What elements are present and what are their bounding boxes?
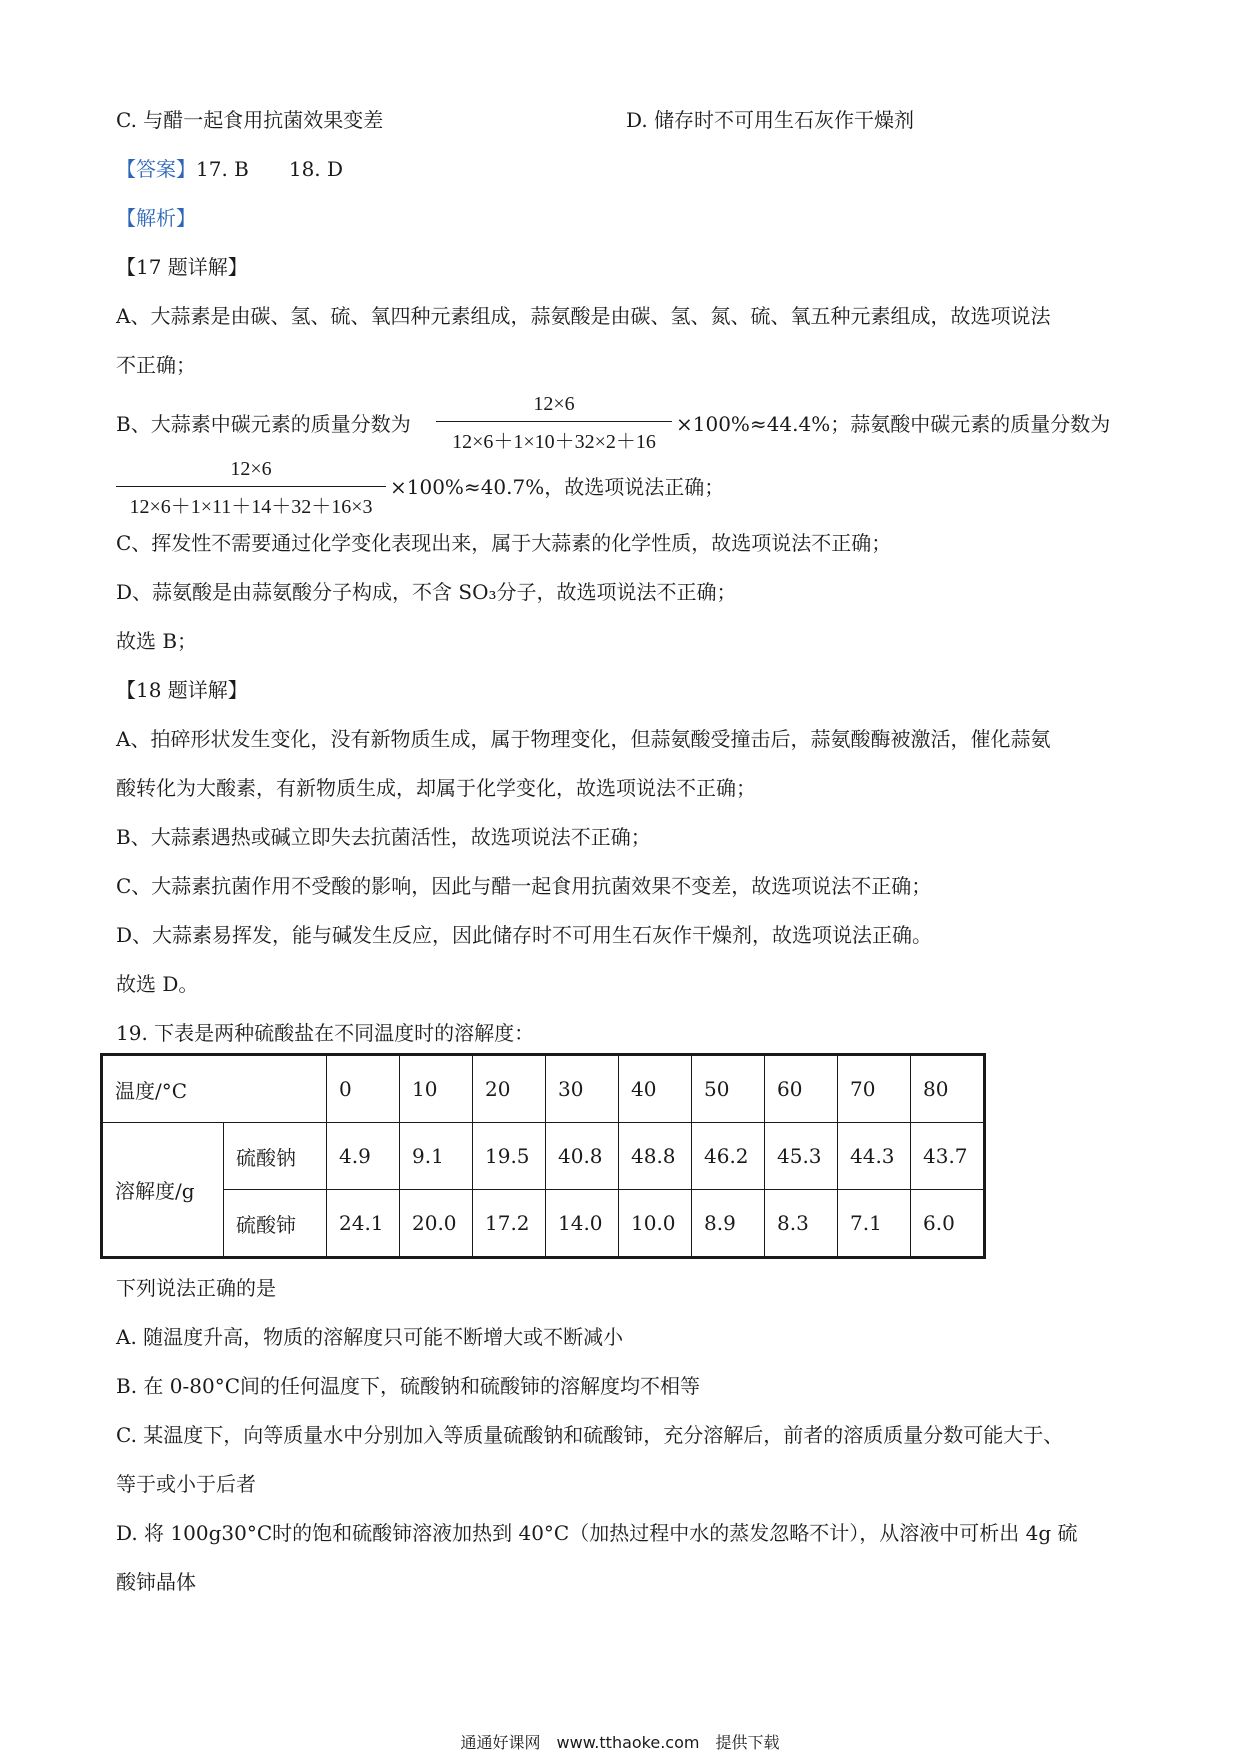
value-cell: 6.0 — [911, 1190, 985, 1258]
value-cell: 45.3 — [765, 1123, 838, 1190]
q18-a-line1: A、拍碎形状发生变化，没有新物质生成，属于物理变化，但蒜氨酸受撞击后，蒜氨酸酶被激活，催化蒜氨 — [116, 727, 1051, 751]
temp-cell: 40 — [619, 1055, 692, 1123]
value-cell: 7.1 — [838, 1190, 911, 1258]
q18-d: D、大蒜素易挥发，能与碱发生反应，因此储存时不可用生石灰作干燥剂，故选项说法正确。 — [116, 923, 933, 947]
q18-c: C、大蒜素抗菌作用不受酸的影响，因此与醋一起食用抗菌效果不变差，故选项说法不正确； — [116, 874, 932, 898]
q17-a-line1: A、大蒜素是由碳、氢、硫、氧四种元素组成，蒜氨酸是由碳、氢、氮、硫、氧五种元素组成，故选项说法 — [116, 304, 1051, 328]
q18-a-line2: 酸转化为大酸素，有新物质生成，却属于化学变化，故选项说法不正确； — [116, 776, 756, 800]
value-cell: 14.0 — [546, 1190, 619, 1258]
q19-stem: 19. 下表是两种硫酸盐在不同温度时的溶解度： — [116, 1021, 535, 1045]
q19-option-d-line2: 酸铈晶体 — [116, 1570, 196, 1594]
value-cell: 44.3 — [838, 1123, 911, 1190]
value-cell: 4.9 — [327, 1123, 400, 1190]
fraction-denominator: 12×6＋1×10＋32×2＋16 — [452, 431, 656, 453]
value-cell: 43.7 — [911, 1123, 985, 1190]
value-cell: 17.2 — [473, 1190, 546, 1258]
fraction-bar — [116, 486, 386, 487]
q17-c: C、挥发性不需要通过化学变化表现出来，属于大蒜素的化学性质，故选项说法不正确； — [116, 531, 892, 555]
fraction-bar — [436, 421, 672, 422]
q17-b-suffix: ×100%≈40.7%，故选项说法正确； — [390, 475, 725, 499]
value-cell: 8.3 — [765, 1190, 838, 1258]
answer-text: 17. B 18. D — [196, 157, 344, 181]
table-row — [102, 1123, 985, 1190]
fraction-denominator: 12×6＋1×11＋14＋32＋16×3 — [129, 496, 373, 518]
q19-option-c-line2: 等于或小于后者 — [116, 1472, 256, 1496]
q19-option-a: A. 随温度升高，物质的溶解度只可能不断增大或不断减小 — [116, 1325, 624, 1349]
q17-d: D、蒜氨酸是由蒜氨酸分子构成，不含 SO₃分子，故选项说法不正确； — [116, 580, 737, 604]
temp-cell: 30 — [546, 1055, 619, 1123]
answer-line — [116, 156, 343, 182]
value-cell: 48.8 — [619, 1123, 692, 1190]
q18-conclusion: 故选 D。 — [116, 972, 199, 996]
temp-cell: 10 — [400, 1055, 473, 1123]
q17-b-fraction-2 — [116, 458, 386, 518]
q19-option-c-line1: C. 某温度下，向等质量水中分别加入等质量硫酸钠和硫酸铈，充分溶解后，前者的溶质质量分数可能大于、 — [116, 1423, 1064, 1447]
solubility-label-cell: 溶解度/g — [102, 1123, 224, 1258]
q18-option-d: D. 储存时不可用生石灰作干燥剂 — [626, 108, 915, 132]
temp-cell: 50 — [692, 1055, 765, 1123]
table-row — [102, 1190, 985, 1258]
salt-name-cell: 硫酸钠 — [224, 1123, 327, 1190]
q17-heading: 【17 题详解】 — [116, 255, 248, 279]
q17-a-line2: 不正确； — [116, 353, 196, 377]
page-footer: 通通好课网 www.tthaoke.com 提供下载 — [460, 1733, 780, 1752]
temp-cell: 60 — [765, 1055, 838, 1123]
table-header-row — [102, 1055, 985, 1123]
solubility-table — [100, 1053, 986, 1259]
q17-b-mid: ×100%≈44.4%；蒜氨酸中碳元素的质量分数为 — [676, 412, 1111, 436]
temp-label-cell: 温度/°C — [102, 1055, 327, 1123]
q19-option-d-line1: D. 将 100g30°C时的饱和硫酸铈溶液加热到 40°C（加热过程中水的蒸发忽略不计），从溶液中可析出 4g 硫 — [116, 1521, 1078, 1545]
fraction-numerator: 12×6 — [533, 393, 575, 415]
value-cell: 8.9 — [692, 1190, 765, 1258]
analysis-label: 【解析】 — [116, 206, 196, 230]
answer-label: 【答案】 — [116, 157, 196, 181]
q18-b: B、大蒜素遇热或碱立即失去抗菌活性，故选项说法不正确； — [116, 825, 651, 849]
value-cell: 24.1 — [327, 1190, 400, 1258]
fraction-numerator: 12×6 — [230, 458, 272, 480]
temp-cell: 70 — [838, 1055, 911, 1123]
value-cell: 20.0 — [400, 1190, 473, 1258]
q19-option-b: B. 在 0-80°C间的任何温度下，硫酸钠和硫酸铈的溶解度均不相等 — [116, 1374, 701, 1398]
temp-cell: 80 — [911, 1055, 985, 1123]
value-cell: 19.5 — [473, 1123, 546, 1190]
value-cell: 40.8 — [546, 1123, 619, 1190]
salt-name-cell: 硫酸铈 — [224, 1190, 327, 1258]
value-cell: 46.2 — [692, 1123, 765, 1190]
q17-b-fraction-1 — [436, 393, 672, 453]
q18-heading: 【18 题详解】 — [116, 678, 248, 702]
q17-conclusion: 故选 B； — [116, 629, 198, 653]
q18-option-c: C. 与醋一起食用抗菌效果变差 — [116, 108, 384, 132]
value-cell: 9.1 — [400, 1123, 473, 1190]
q19-prompt: 下列说法正确的是 — [116, 1276, 276, 1300]
value-cell: 10.0 — [619, 1190, 692, 1258]
temp-cell: 0 — [327, 1055, 400, 1123]
q17-b-prefix: B、大蒜素中碳元素的质量分数为 — [116, 412, 411, 436]
temp-cell: 20 — [473, 1055, 546, 1123]
